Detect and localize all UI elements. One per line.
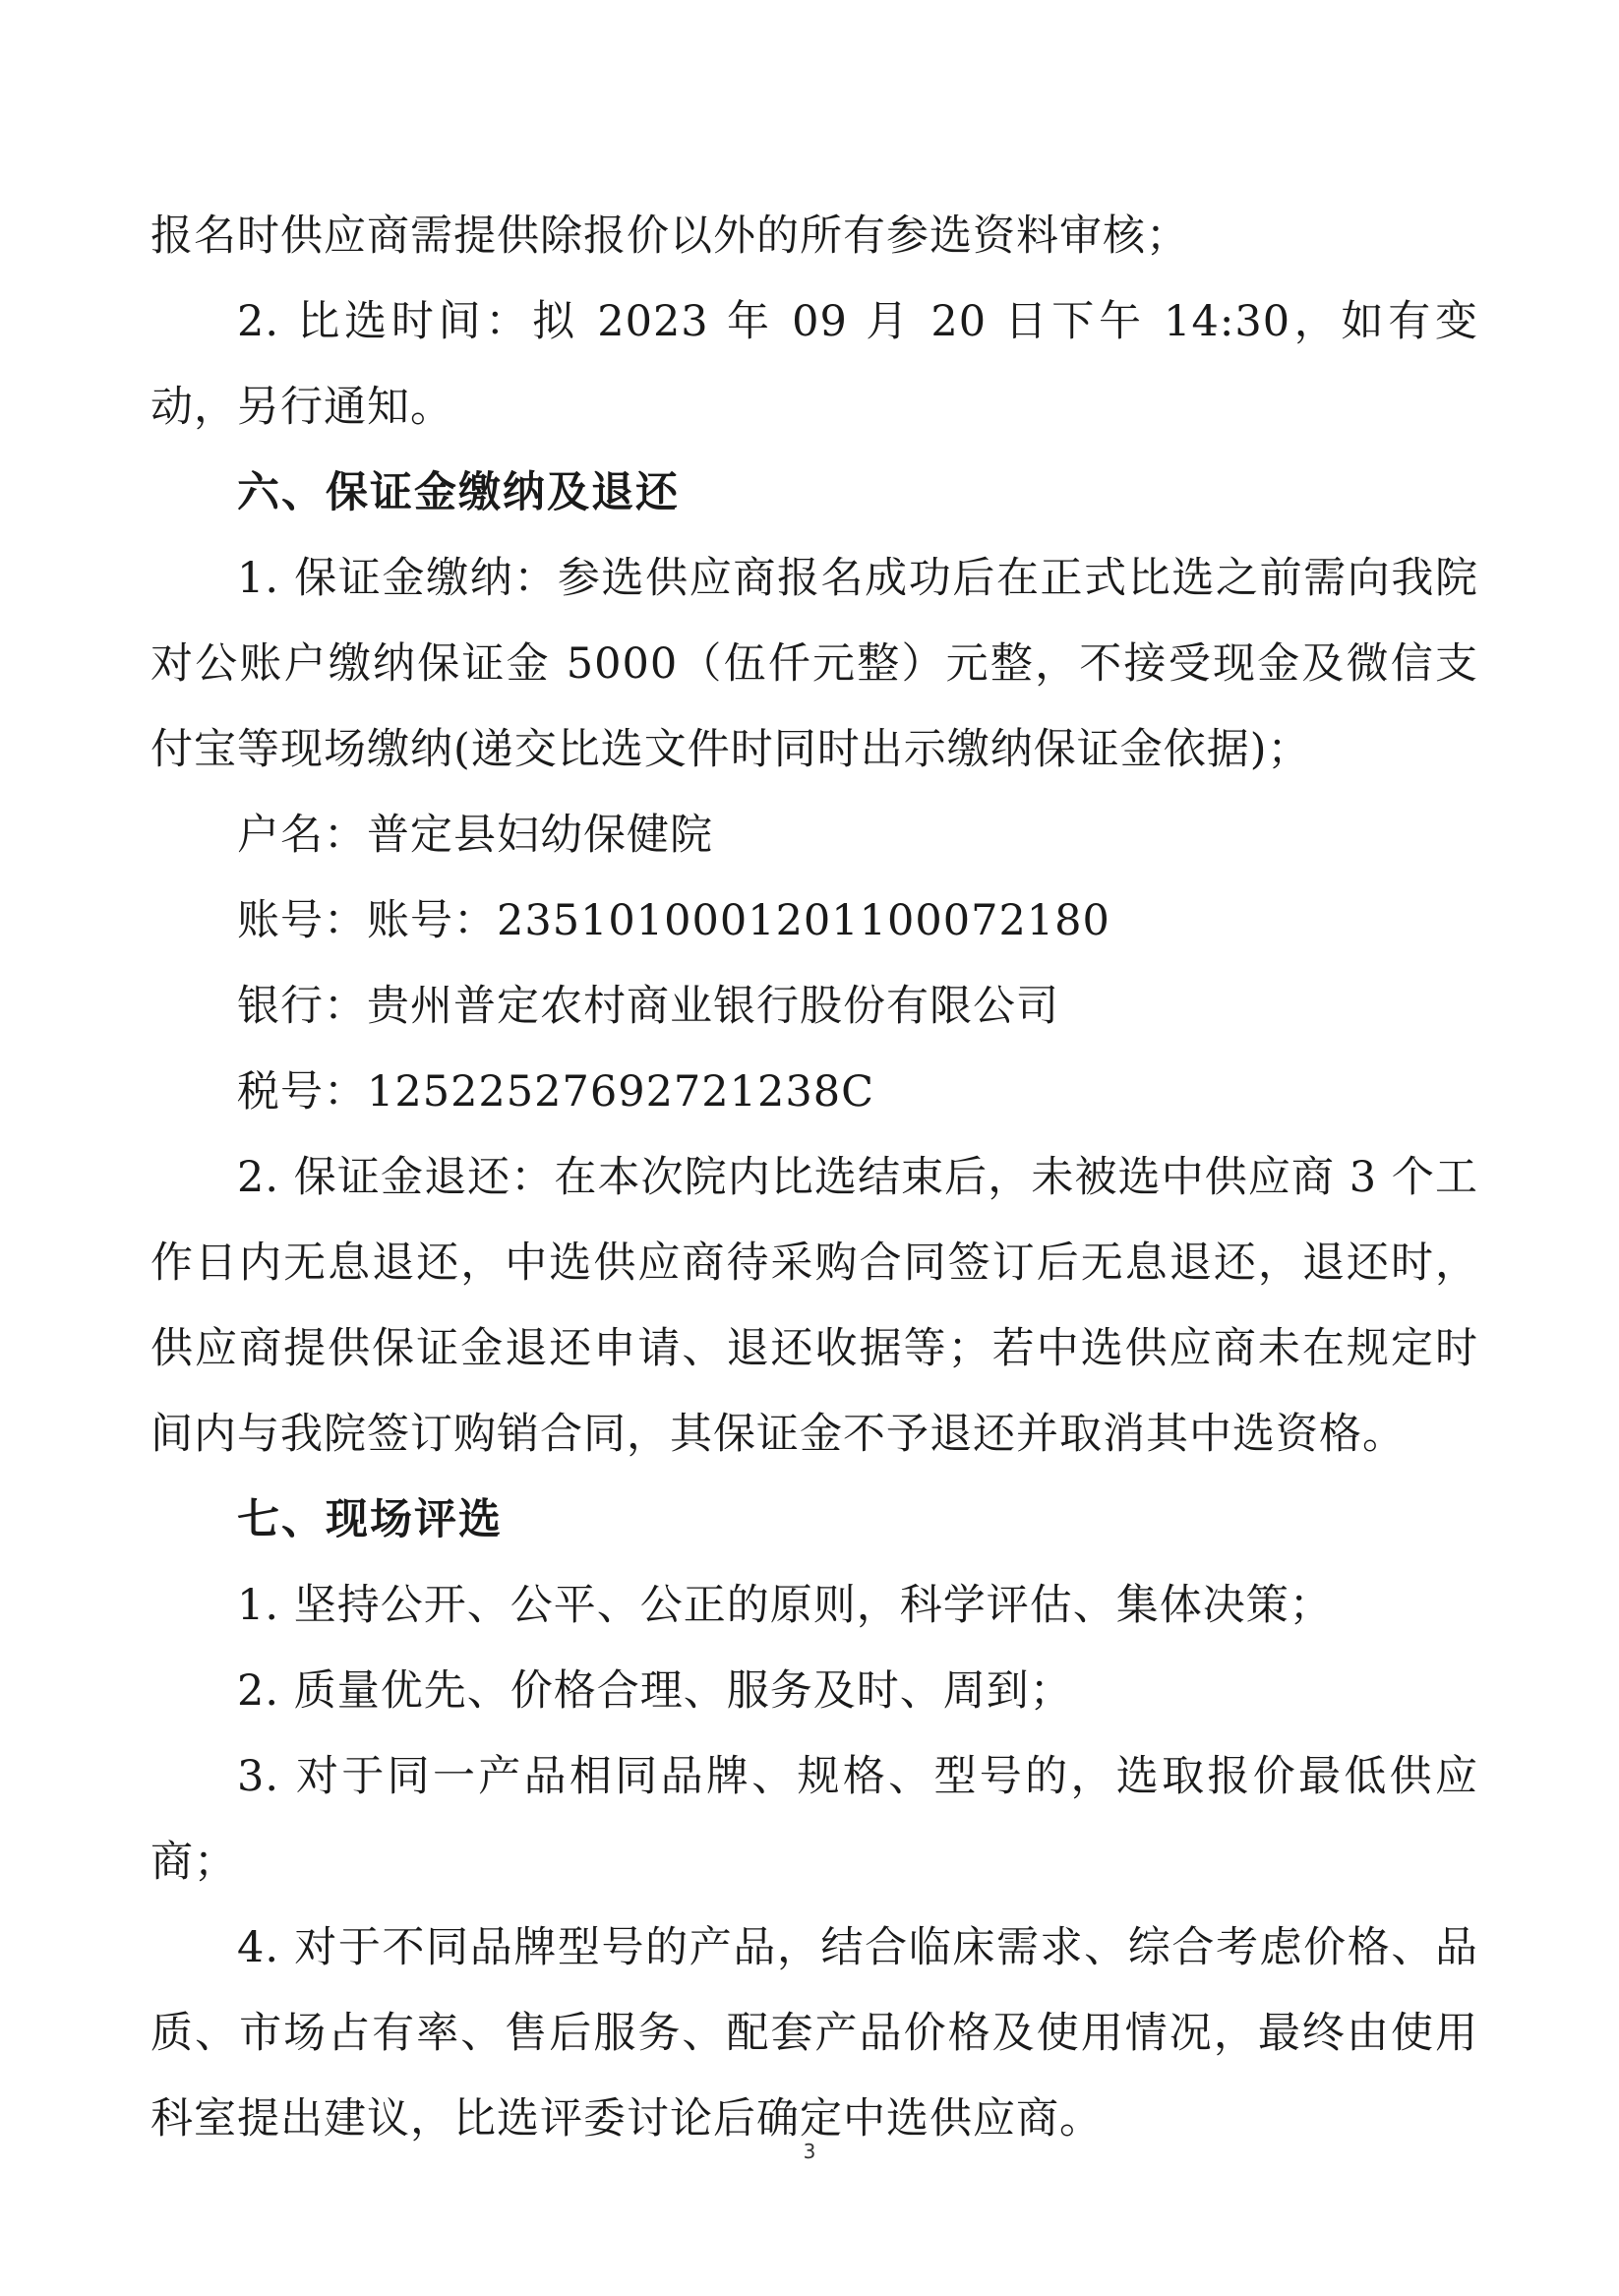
paragraph-deposit-payment: 1. 保证金缴纳：参选供应商报名成功后在正式比选之前需向我院对公账户缴纳保证金 5000（伍仟元整）元整，不接受现金及微信支付宝等现场缴纳(递交比选文件时同时出示缴纳保证金依据)； — [150, 554, 1478, 774]
paragraph-bank: 银行：贵州普定农村商业银行股份有限公司 — [237, 982, 1059, 1031]
section-heading-deposit: 六、保证金缴纳及退还 — [237, 468, 680, 517]
paragraph-quality-first: 2. 质量优先、价格合理、服务及时、周到； — [237, 1666, 1073, 1716]
paragraph-deposit-refund: 2. 保证金退还：在本次院内比选结束后，未被选中供应商 3 个工作日内无息退还，中选供应商待采购合同签订后无息退还，退还时，供应商提供保证金退还申请、退还收据等；若中选供应商未在规定时间内与我院签订购销合同，其保证金不予退还并取消其中选资格。 — [150, 1153, 1478, 1459]
paragraph-different-brands: 4. 对于不同品牌型号的产品，结合临床需求、综合考虑价格、品质、市场占有率、售后服务、配套产品价格及使用情况，最终由使用科室提出建议，比选评委讨论后确定中选供应商。 — [150, 1923, 1478, 2144]
page-number: 3 — [803, 2140, 816, 2163]
document-body — [150, 194, 1478, 2162]
paragraph-principle: 1. 坚持公开、公平、公正的原则，科学评估、集体决策； — [237, 1581, 1333, 1630]
paragraph-selection-time: 2. 比选时间：拟 2023 年 09 月 20 日下午 14:30，如有变动，另行通知。 — [150, 297, 1478, 432]
section-heading-evaluation: 七、现场评选 — [237, 1495, 503, 1544]
paragraph-registration-materials: 报名时供应商需提供除报价以外的所有参选资料审核； — [150, 211, 1189, 261]
paragraph-account-name: 户名：普定县妇幼保健院 — [237, 811, 713, 860]
paragraph-account-number: 账号：账号：2351010001201100072180 — [237, 896, 1110, 945]
paragraph-tax-number: 税号：12522527692721238C — [237, 1067, 874, 1117]
paragraph-lowest-price: 3. 对于同一产品相同品牌、规格、型号的，选取报价最低供应商； — [150, 1752, 1478, 1887]
